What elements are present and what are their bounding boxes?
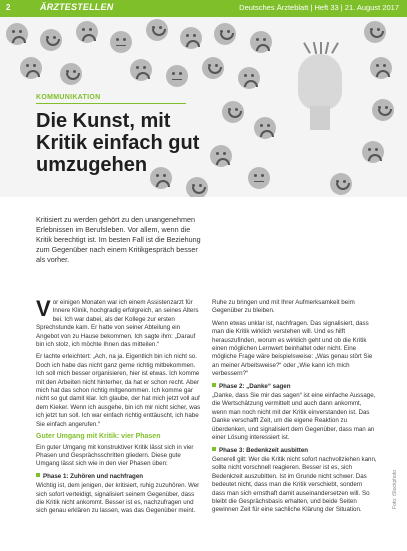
photo-credit: Foto: iStockphoto: [392, 470, 398, 509]
sad-face-icon: [180, 27, 202, 49]
article-kicker: KOMMUNIKATION: [36, 94, 101, 101]
paragraph: Wenn etwas unklar ist, nachfragen. Das signalisiert, dass man die Kritik wirklich verstehen will. Und es hilft herauszufinden, worum es wirklich geht und ob die Kritik einen möglichen Lernwert beinhaltet oder nicht. Eine mögliche Frage wäre beispielsweise: „Was genau stört Sie an meiner Arbeitsweise?“ oder „Wie kann ich mich verbessern?“: [212, 319, 373, 378]
brand-logo: ÄRZTESTELLEN: [40, 2, 114, 12]
paragraph: or einigen Monaten war ich einem Assistenzarzt für Innere Klinik, hochgradig erfolgreich, an seines Alters bei. Ich war dabei, als der Kollege zur ersten Sprechstunde kam. Er hatte von seiner Abteilung ein Angebot von zu Hause bekommen. Ich sagte ihm: „Darauf bin ich stolz, ich möchte Ihnen das mitteilen.“: [36, 299, 199, 349]
sad-face-icon: [370, 57, 392, 79]
bullet-square-icon: [36, 473, 40, 477]
paragraph: „Danke, dass Sie mir das sagen“ ist eine einfache Aussage, die Wertschätzung vermittelt und auch dann ankommt, wenn man noch nicht mit der Kritik einverstanden ist. Das Danke verschafft Zeit, um die eigene Reaktion zu überdenken, und signalisiert dem Gegenüber, dass man an einer Lösung interessiert ist.: [212, 392, 376, 442]
paragraph: Generell gilt: Wer die Kritik nicht sofort nachvollziehen kann, sollte nicht vorschnell reagieren. Besser ist es, sich Bedenkzeit auszubitten. Ist im Grunde nicht schwer. Das bedeutet nicht, dass man die Kritik verschiebt, sondern dass man sich ernsthaft damit auseinandersetzen will. So bleibt die Gesprächsbasis erhalten, und beide Seiten gewinnen Zeit für eine sachliche Klärung der Situation.: [212, 455, 377, 514]
article-column-left: [36, 296, 201, 520]
happy-face-icon: [186, 177, 208, 197]
bullet-square-icon: [212, 447, 216, 451]
sad-face-icon: [210, 145, 232, 167]
paragraph: Er lachte erleichtert: „Ach, na ja. Eigentlich bin ich nicht so. Doch ich habe das nicht ganz gerne richtig mitbekommen. Ich soll mich besser organisieren, hier ist etwas. Ich komme mit den Arbeiten nicht hinterher, da hat er schon recht. Aber mich hat das schon richtig mitgenommen. Ich komme gar nicht so gut damit klar. Ich glaube, der hat mich jetzt voll auf dem Kieker. Wenn ich ausgehe, bin ich mir nicht sicher, was ich jetzt tun soll. Ich war einfach richtig enttäuscht, ich habe Sie einfach angerufen.“: [36, 353, 201, 428]
article-column-right: [212, 299, 377, 519]
head-silhouette: [288, 40, 352, 128]
paragraph: Ein guter Umgang mit konstruktiver Kritik lässt sich in vier Phasen und Gesprächsschritten gliedern. Diese gute Umgang lässt sich wie in den vier Phasen üben:: [36, 443, 194, 468]
phase-heading: Phase 1: Zuhören und nachfragen: [36, 473, 201, 481]
sad-face-icon: [362, 141, 384, 163]
sad-face-icon: [254, 117, 276, 139]
happy-face-icon: [364, 21, 386, 43]
happy-face-icon: [146, 19, 168, 41]
happy-face-icon: [214, 23, 236, 45]
sad-face-icon: [20, 57, 42, 79]
phase-heading: Phase 2: „Danke“ sagen: [212, 383, 377, 391]
issue-info: Deutsches Ärzteblatt | Heft 33 | 21. August 2017: [239, 3, 399, 12]
paragraph: Wichtig ist, dem jenigen, der kritisiert, ruhig zuzuhören. Wer sich sofort verteidigt, signalisiert seinem Gegenüber, dass die Kritik nicht ankommt. Besser ist es, nachzufragen und sich genau erklären zu lassen, was das Gegenüber meint.: [36, 482, 200, 515]
bullet-square-icon: [212, 383, 216, 387]
sad-face-icon: [76, 21, 98, 43]
kicker-divider: [36, 103, 186, 104]
happy-face-icon: [40, 29, 62, 51]
happy-face-icon: [60, 63, 82, 85]
drop-cap: V: [36, 296, 51, 321]
page-number: 2: [6, 3, 11, 12]
sad-face-icon: [130, 59, 152, 81]
article-lead: Kritisiert zu werden gehört zu den unangenehmen Erlebnissen im Berufsleben. Vor allem, wenn die Kritik berechtigt ist. Im besten Fall ist die Beziehung zum Gegenüber nach einem Kritikgespräch besser als vorher.: [36, 215, 201, 264]
article-headline: Die Kunst, mit Kritik einfach gut umzugehen: [36, 110, 200, 176]
sad-face-icon: [238, 67, 260, 89]
happy-face-icon: [222, 101, 244, 123]
happy-face-icon: [330, 173, 352, 195]
happy-face-icon: [372, 99, 394, 121]
sad-face-icon: [6, 23, 28, 45]
happy-face-icon: [202, 57, 224, 79]
neutral-face-icon: [166, 65, 188, 87]
phase-heading: Phase 3: Bedenkzeit ausbitten: [212, 447, 377, 455]
neutral-face-icon: [110, 31, 132, 53]
section-subhead: Guter Umgang mit Kritik: vier Phasen: [36, 433, 161, 441]
paragraph: Ruhe zu bringen und mit Ihrer Aufmerksamkeit beim Gegenüber zu bleiben.: [212, 299, 355, 315]
neutral-face-icon: [248, 167, 270, 189]
sad-face-icon: [250, 31, 272, 53]
